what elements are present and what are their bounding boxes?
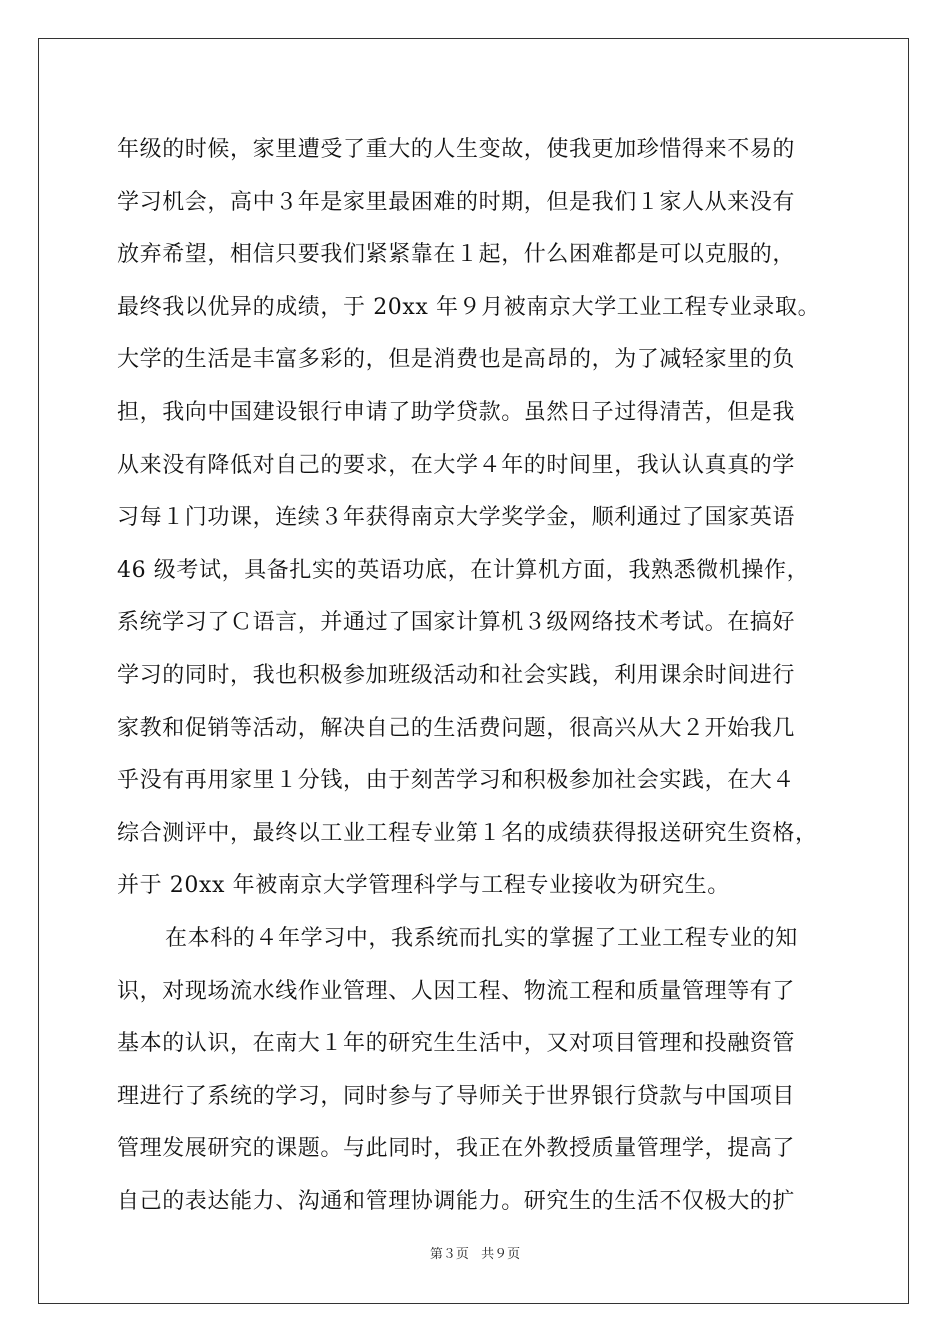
page-total: 共９页: [481, 1247, 521, 1262]
text-line: 最终我以优异的成绩，于 20xx 年９月被南京大学工业工程专业录取。: [117, 294, 821, 320]
text-line: 从来没有降低对自己的要求，在大学４年的时间里，我认认真真的学: [117, 452, 796, 478]
text-line: 自己的表达能力、沟通和管理协调能力。研究生的生活不仅极大的扩: [117, 1188, 796, 1214]
paragraph-1: [117, 127, 833, 916]
text-line: 识，对现场流水线作业管理、人因工程、物流工程和质量管理等有了: [117, 978, 796, 1004]
text-line: 大学的生活是丰富多彩的，但是消费也是高昂的，为了减轻家里的负: [117, 347, 796, 373]
text-line: 并于 20xx 年被南京大学管理科学与工程专业接收为研究生。: [117, 873, 730, 899]
text-line: 担，我向中国建设银行申请了助学贷款。虽然日子过得清苦，但是我: [117, 399, 796, 425]
text-line: 系统学习了Ｃ语言，并通过了国家计算机３级网络技术考试。在搞好: [117, 610, 796, 636]
text-line: 在本科的４年学习中，我系统而扎实的掌握了工业工程专业的知: [165, 925, 798, 951]
text-line: 管理发展研究的课题。与此同时，我正在外教授质量管理学，提高了: [117, 1136, 796, 1162]
text-line: 基本的认识，在南大１年的研究生生活中，又对项目管理和投融资管: [117, 1031, 796, 1057]
text-line: 学习的同时，我也积极参加班级活动和社会实践，利用课余时间进行: [117, 662, 796, 688]
paragraph-2: [117, 916, 833, 1232]
text-line: 年级的时候，家里遭受了重大的人生变故，使我更加珍惜得来不易的: [117, 137, 796, 162]
text-line: 放弃希望，相信只要我们紧紧靠在１起，什么困难都是可以克服的，: [117, 242, 796, 268]
text-line: 理进行了系统的学习，同时参与了导师关于世界银行贷款与中国项目: [117, 1083, 796, 1109]
page-number: 第３页: [429, 1247, 469, 1262]
text-line: 学习机会，高中３年是家里最困难的时期，但是我们１家人从来没有: [117, 189, 796, 215]
text-line: 习每１门功课，连续３年获得南京大学奖学金，顺利通过了国家英语: [117, 505, 796, 531]
text-line: 46 级考试，具备扎实的英语功底，在计算机方面，我熟悉微机操作，: [117, 557, 810, 583]
text-line: 家教和促销等活动，解决自己的生活费问题，很高兴从大２开始我几: [117, 715, 796, 741]
page-footer: [0, 1243, 950, 1262]
text-line: 综合测评中，最终以工业工程专业第１名的成绩获得报送研究生资格，: [117, 820, 818, 846]
document-body: [117, 127, 833, 1231]
text-line: 乎没有再用家里１分钱，由于刻苦学习和积极参加社会实践，在大４: [117, 768, 796, 794]
